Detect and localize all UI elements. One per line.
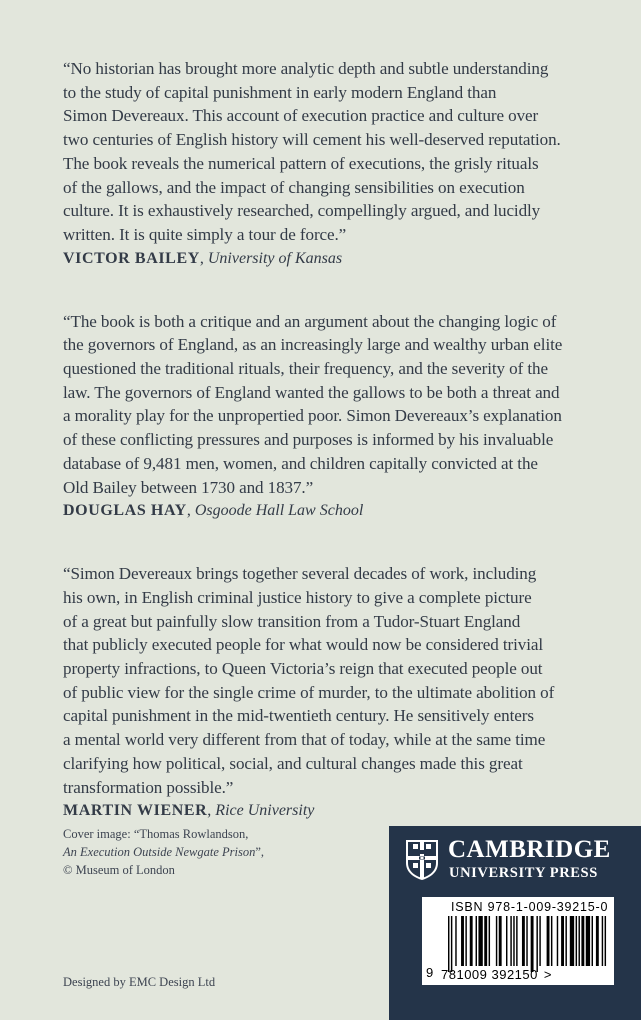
barcode-bar	[496, 916, 497, 966]
barcode-arrow: >	[543, 967, 552, 982]
barcode-bar	[536, 916, 537, 972]
barcode-bar	[448, 916, 449, 972]
endorser-name: MARTIN WIENER	[63, 802, 208, 820]
quote-line: his own, in English criminal justice history to give a complete picture	[63, 587, 532, 607]
endorser-name: VICTOR BAILEY	[63, 249, 200, 267]
barcode-bar	[455, 916, 456, 966]
barcode-bar	[531, 916, 534, 972]
quote-line: questioned the traditional rituals, their frequency, and the severity of the	[63, 359, 548, 379]
barcode-bar	[470, 916, 473, 966]
endorsements	[63, 57, 623, 862]
barcode-bar	[484, 916, 487, 966]
quote-line: a mental world very different from that of today, while at the same time	[63, 730, 546, 750]
barcode-bar	[506, 916, 507, 966]
barcode-bar	[579, 916, 580, 966]
quote-text	[63, 562, 623, 799]
quote-line: to the study of capital punishment in early modern England than	[63, 82, 497, 102]
designer-credit: Designed by EMC Design Ltd	[63, 975, 216, 989]
credit-line: © Museum of London	[63, 863, 175, 877]
endorser-affiliation: Osgoode Hall Law School	[194, 502, 364, 520]
cover-image-credit	[63, 825, 264, 879]
quote-line: two centuries of English history will cement his well-deserved reputation.	[63, 130, 561, 150]
barcode-bar	[576, 916, 577, 966]
quote-line: a morality play for the unpropertied poor. Simon Devereaux’s explanation	[63, 406, 562, 426]
credit-punctuation: ”,	[255, 845, 265, 859]
publisher-name: CAMBRIDGE	[448, 836, 611, 863]
quote-line: “No historian has brought more analytic depth and subtle understanding	[63, 59, 549, 78]
barcode-bar	[516, 916, 517, 966]
quote-line: property infractions, to Queen Victoria’s reign that executed people out	[63, 659, 543, 679]
attribution: MARTIN WIENER, Rice University	[63, 802, 315, 820]
barcode-bar	[510, 916, 511, 966]
barcode-bar	[499, 916, 502, 966]
barcode-bar	[547, 916, 550, 966]
quote-text	[63, 57, 623, 247]
barcode-first-digit: 9	[426, 965, 434, 980]
barcode-bar	[565, 916, 566, 966]
credit-line	[63, 843, 264, 861]
barcode-bar	[526, 916, 527, 966]
barcode-bar	[557, 916, 558, 966]
artwork-title: An Execution Outside Newgate Prison	[63, 845, 256, 859]
credit-line: Cover image: “Thomas Rowlandson,	[63, 827, 249, 841]
quote-line: the governors of England, as an increasingly large and wealthy urban elite	[63, 335, 563, 355]
endorser-affiliation: University of Kansas	[207, 249, 343, 267]
barcode-digits	[441, 967, 552, 982]
endorser-affiliation: Rice University	[215, 802, 315, 820]
quote-line: transformation possible.”	[63, 777, 234, 797]
cambridge-shield-icon	[405, 839, 439, 881]
isbn-barcode	[422, 897, 614, 985]
barcode-bar	[489, 916, 490, 966]
endorsement-hay	[63, 310, 623, 523]
quote-line: of public view for the single crime of murder, to the ultimate abolition of	[63, 682, 555, 702]
quote-line: “Simon Devereaux brings together several decades of work, including	[63, 564, 537, 584]
quote-line: that publicly executed people for what would now be considered trivial	[63, 635, 544, 655]
barcode-digit-groups: 781009 392150	[441, 967, 538, 982]
barcode-bar	[581, 916, 584, 966]
barcode-bar	[451, 916, 452, 972]
quote-line: Old Bailey between 1730 and 1837.”	[63, 477, 314, 497]
publisher-subtitle: UNIVERSITY PRESS	[449, 865, 598, 881]
quote-line: culture. It is exhaustively researched, compellingly argued, and lucidly	[63, 201, 541, 221]
isbn-label: ISBN 978-1-009-39215-0	[451, 900, 609, 914]
barcode-bar	[465, 916, 466, 966]
barcode-bar	[478, 916, 482, 966]
barcode-bar	[476, 916, 477, 966]
barcode-bar	[551, 916, 552, 966]
attribution: VICTOR BAILEY, University of Kansas	[63, 249, 343, 267]
quote-line: of a great but painfully slow transition from a Tudor-Stuart England	[63, 611, 521, 631]
quote-line: written. It is quite simply a tour de force.”	[63, 224, 347, 244]
quote-line: capital punishment in the mid-twentieth century. He sensitively enters	[63, 706, 534, 726]
quote-line: The book reveals the numerical pattern of executions, the grisly rituals	[63, 153, 539, 173]
quote-line: “The book is both a critique and an argument about the changing logic of	[63, 311, 557, 331]
quote-text	[63, 310, 623, 500]
quote-line: law. The governors of England wanted the gallows to be both a threat and	[63, 382, 560, 402]
barcode-bar	[605, 916, 606, 966]
barcode-bar	[522, 916, 525, 966]
barcode-bar	[596, 916, 599, 966]
quote-line: database of 9,481 men, women, and children capitally convicted at the	[63, 453, 538, 473]
barcode-bar	[586, 916, 590, 966]
endorsement-bailey	[63, 57, 623, 270]
barcode-bar	[539, 916, 540, 966]
quote-line: clarifying how political, social, and cultural changes made this great	[63, 753, 523, 773]
quote-line: of these conflicting pressures and purposes is informed by his invaluable	[63, 430, 554, 450]
barcode-bar	[561, 916, 564, 966]
quote-line: of the gallows, and the impact of changing sensibilities on execution	[63, 177, 525, 197]
attribution: DOUGLAS HAY, Osgoode Hall Law School	[63, 502, 364, 520]
barcode-bar	[513, 916, 514, 966]
barcode-bar	[592, 916, 593, 966]
endorsement-wiener	[63, 562, 623, 822]
quote-line: Simon Devereaux. This account of execution practice and culture over	[63, 106, 539, 126]
barcode-bar	[602, 916, 603, 966]
endorser-name: DOUGLAS HAY	[63, 502, 187, 520]
barcode-bar	[461, 916, 464, 966]
barcode-bar	[570, 916, 574, 966]
